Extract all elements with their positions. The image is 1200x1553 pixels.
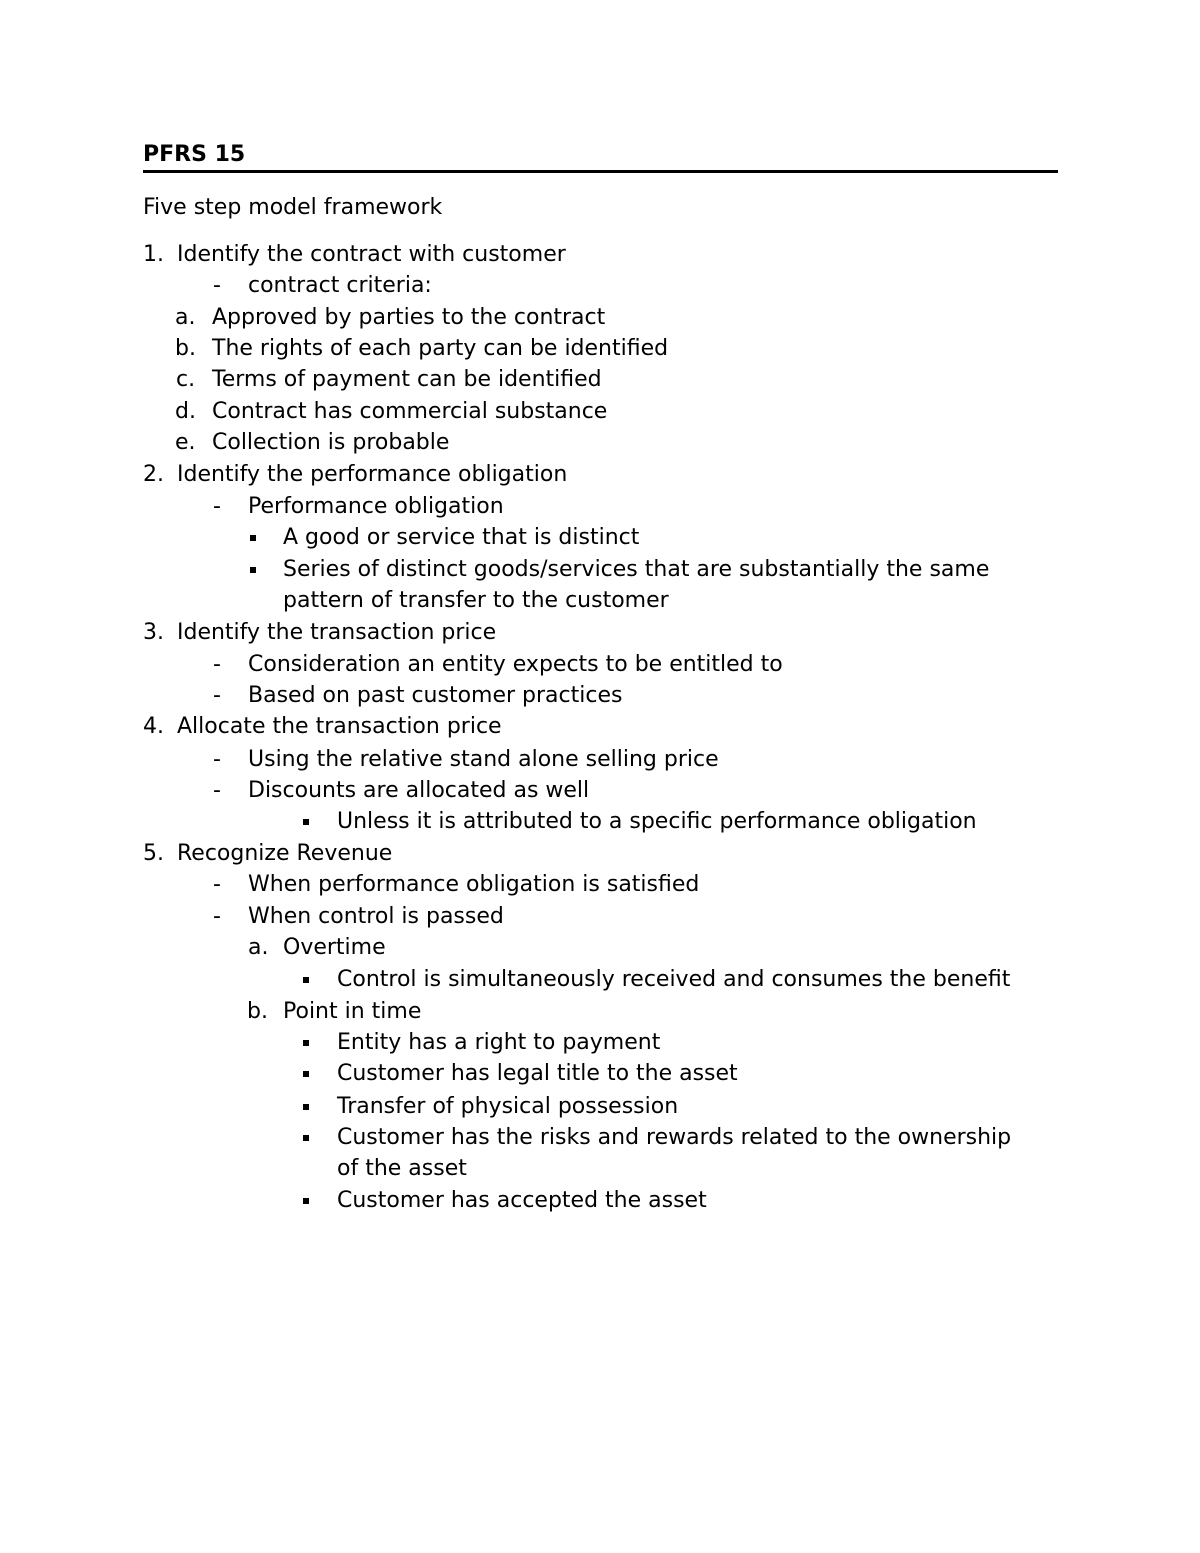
- step-5-number: 5.: [143, 841, 164, 866]
- step-3-label: Identify the transaction price: [177, 620, 497, 645]
- criteria-letter: b.: [175, 336, 196, 361]
- criteria-letter: d.: [175, 399, 196, 424]
- square-bullet-icon: [303, 1198, 309, 1204]
- dash-marker: -: [213, 273, 221, 298]
- criteria-letter: a.: [175, 305, 196, 330]
- bullet-item: Unless it is attributed to a specific performance obligation: [337, 809, 977, 834]
- step-5-sub: When performance obligation is satisfied: [248, 872, 700, 897]
- title-underline: [143, 170, 1058, 173]
- bullet-item: Customer has the risks and rewards related to the ownership: [337, 1125, 1012, 1150]
- step-5-sub: When control is passed: [248, 904, 504, 929]
- bullet-item: Customer has accepted the asset: [337, 1188, 707, 1213]
- step-4-label: Allocate the transaction price: [177, 714, 502, 739]
- dash-marker: -: [213, 778, 221, 803]
- criteria-item: Collection is probable: [212, 430, 450, 455]
- step-4-sub: Discounts are allocated as well: [248, 778, 590, 803]
- step-2-number: 2.: [143, 462, 164, 487]
- bullet-item: Customer has legal title to the asset: [337, 1061, 738, 1086]
- step-2-label: Identify the performance obligation: [177, 462, 568, 487]
- bullet-item: Series of distinct goods/services that are substantially the same: [283, 557, 990, 582]
- dash-marker: -: [213, 683, 221, 708]
- step-3-sub: Consideration an entity expects to be entitled to: [248, 652, 783, 677]
- mode-label: Point in time: [283, 999, 422, 1024]
- square-bullet-icon: [303, 819, 309, 825]
- mode-letter: a.: [248, 935, 269, 960]
- step-1-label: Identify the contract with customer: [177, 242, 566, 267]
- square-bullet-icon: [303, 977, 309, 983]
- criteria-letter: c.: [176, 367, 196, 392]
- document-subtitle: Five step model framework: [143, 195, 443, 220]
- bullet-item: Entity has a right to payment: [337, 1030, 661, 1055]
- criteria-item: Approved by parties to the contract: [212, 305, 606, 330]
- step-1-number: 1.: [143, 242, 164, 267]
- step-3-number: 3.: [143, 620, 164, 645]
- square-bullet-icon: [250, 567, 256, 573]
- square-bullet-icon: [303, 1135, 309, 1141]
- step-5-label: Recognize Revenue: [177, 841, 393, 866]
- dash-marker: -: [213, 747, 221, 772]
- square-bullet-icon: [303, 1040, 309, 1046]
- bullet-item: A good or service that is distinct: [283, 525, 640, 550]
- criteria-item: Terms of payment can be identified: [212, 367, 602, 392]
- mode-letter: b.: [247, 999, 268, 1024]
- criteria-item: The rights of each party can be identified: [212, 336, 669, 361]
- dash-marker: -: [213, 872, 221, 897]
- document-title: PFRS 15: [143, 142, 246, 167]
- criteria-item: Contract has commercial substance: [212, 399, 608, 424]
- dash-marker: -: [213, 904, 221, 929]
- step-4-sub: Using the relative stand alone selling price: [248, 747, 719, 772]
- step-2-sub: Performance obligation: [248, 494, 504, 519]
- bullet-item-continuation: of the asset: [337, 1156, 467, 1181]
- step-3-sub: Based on past customer practices: [248, 683, 623, 708]
- square-bullet-icon: [250, 535, 256, 541]
- dash-marker: -: [213, 652, 221, 677]
- bullet-item: Control is simultaneously received and consumes the benefit: [337, 967, 1011, 992]
- mode-label: Overtime: [283, 935, 386, 960]
- square-bullet-icon: [303, 1104, 309, 1110]
- square-bullet-icon: [303, 1071, 309, 1077]
- step-1-sub: contract criteria:: [248, 273, 432, 298]
- bullet-item: Transfer of physical possession: [337, 1094, 679, 1119]
- criteria-letter: e.: [175, 430, 196, 455]
- dash-marker: -: [213, 494, 221, 519]
- step-4-number: 4.: [143, 714, 164, 739]
- bullet-item-continuation: pattern of transfer to the customer: [283, 588, 669, 613]
